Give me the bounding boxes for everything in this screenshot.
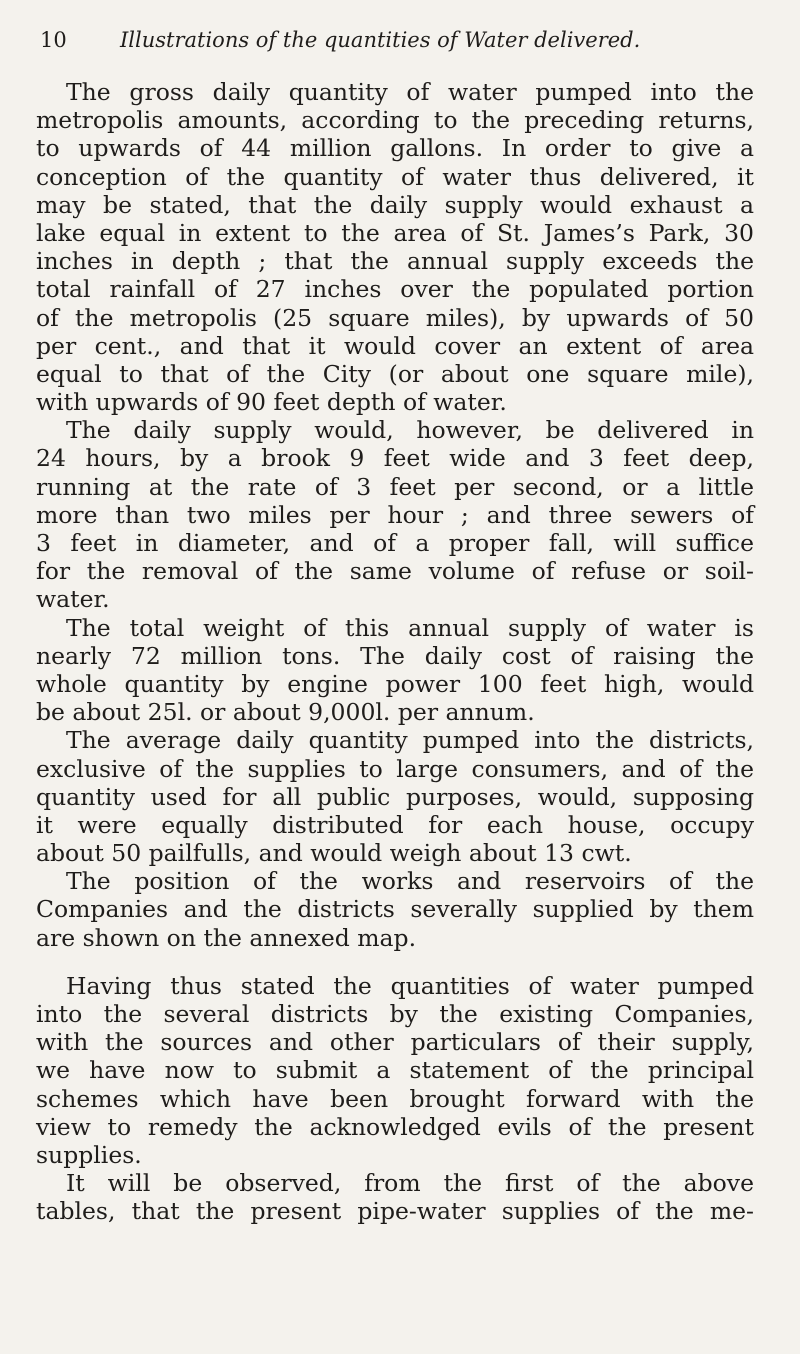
text-line: running at the rate of 3 feet per second, or a little bbox=[36, 472, 754, 501]
text-line: be about 25l. or about 9,000l. per annum. bbox=[36, 698, 535, 727]
paragraph-gross-quantity bbox=[36, 78, 754, 416]
text-line: per cent., and that it would cover an extent of area bbox=[36, 331, 754, 360]
paragraph-principal-schemes bbox=[36, 972, 754, 1169]
text-line: about 50 pailfulls, and would weigh about 13 cwt. bbox=[36, 839, 632, 868]
text-line: 24 hours, by a brook 9 feet wide and 3 feet deep, bbox=[36, 444, 754, 473]
text-line: schemes which have been brought forward with the bbox=[36, 1084, 754, 1113]
text-line: Having thus stated the quantities of water pumped bbox=[66, 971, 754, 1000]
text-line: conception of the quantity of water thus delivered, it bbox=[36, 162, 754, 191]
text-line: quantity used for all public purposes, would, supposing bbox=[36, 782, 754, 811]
text-line: The daily supply would, however, be delivered in bbox=[66, 416, 754, 445]
text-line: Companies and the districts severally supplied by them bbox=[36, 895, 754, 924]
text-line: The total weight of this annual supply of water is bbox=[66, 613, 754, 642]
text-line: metropolis amounts, according to the preceding returns, bbox=[36, 106, 754, 135]
text-line: view to remedy the acknowledged evils of the present bbox=[36, 1112, 754, 1141]
text-line: 3 feet in diameter, and of a proper fall, will suffice bbox=[36, 529, 754, 557]
text-line: The average daily quantity pumped into the districts, bbox=[66, 726, 754, 755]
text-line: it were equally distributed for each house, occupy bbox=[36, 810, 754, 839]
text-line: equal to that of the City (or about one square mile), bbox=[36, 359, 754, 388]
running-head bbox=[40, 28, 760, 54]
text-line: to upwards of 44 million gallons. In order to give a bbox=[36, 134, 754, 163]
body-text bbox=[36, 78, 754, 1226]
page-number: 10 bbox=[40, 28, 67, 52]
text-line: are shown on the annexed map. bbox=[36, 923, 417, 952]
text-line: total rainfall of 27 inches over the populated portion bbox=[36, 275, 754, 304]
text-line: with the sources and other particulars of their supply, bbox=[36, 1028, 754, 1057]
text-line: exclusive of the supplies to large consumers, and of the bbox=[36, 754, 754, 783]
paragraph-average-quantity bbox=[36, 726, 754, 867]
text-line: for the removal of the same volume of refuse or soil- bbox=[36, 557, 754, 586]
paragraph-total-weight bbox=[36, 614, 754, 727]
text-line: tables, that the present pipe-water supplies of the me- bbox=[36, 1197, 754, 1226]
text-line: whole quantity by engine power 100 feet high, would bbox=[36, 669, 754, 698]
text-line: It will be observed, from the first of the above bbox=[66, 1169, 754, 1198]
text-line: more than two miles per hour ; and three sewers of bbox=[36, 500, 754, 529]
text-line: with upwards of 90 feet depth of water. bbox=[36, 388, 507, 417]
text-line: The gross daily quantity of water pumped into the bbox=[66, 78, 754, 106]
text-line: into the several districts by the existing Companies, bbox=[36, 1000, 754, 1028]
paragraph-daily-supply bbox=[36, 416, 754, 613]
text-line: The position of the works and reservoirs of the bbox=[66, 867, 754, 896]
text-line: water. bbox=[36, 585, 110, 614]
text-line: we have now to submit a statement of the principal bbox=[36, 1056, 754, 1085]
text-line: of the metropolis (25 square miles), by upwards of 50 bbox=[36, 303, 754, 332]
paragraph-present-supplies bbox=[36, 1169, 754, 1225]
paragraph-works-position bbox=[36, 867, 754, 952]
text-line: lake equal in extent to the area of St. James’s Park, 30 bbox=[36, 218, 754, 247]
text-line: nearly 72 million tons. The daily cost of raising the bbox=[36, 641, 754, 670]
running-title: Illustrations of the quantities of Water delivered. bbox=[120, 28, 641, 52]
section-gap bbox=[36, 952, 754, 972]
text-line: may be stated, that the daily supply would exhaust a bbox=[36, 190, 754, 219]
text-line: inches in depth ; that the annual supply exceeds the bbox=[36, 247, 754, 276]
text-line: supplies. bbox=[36, 1140, 142, 1169]
